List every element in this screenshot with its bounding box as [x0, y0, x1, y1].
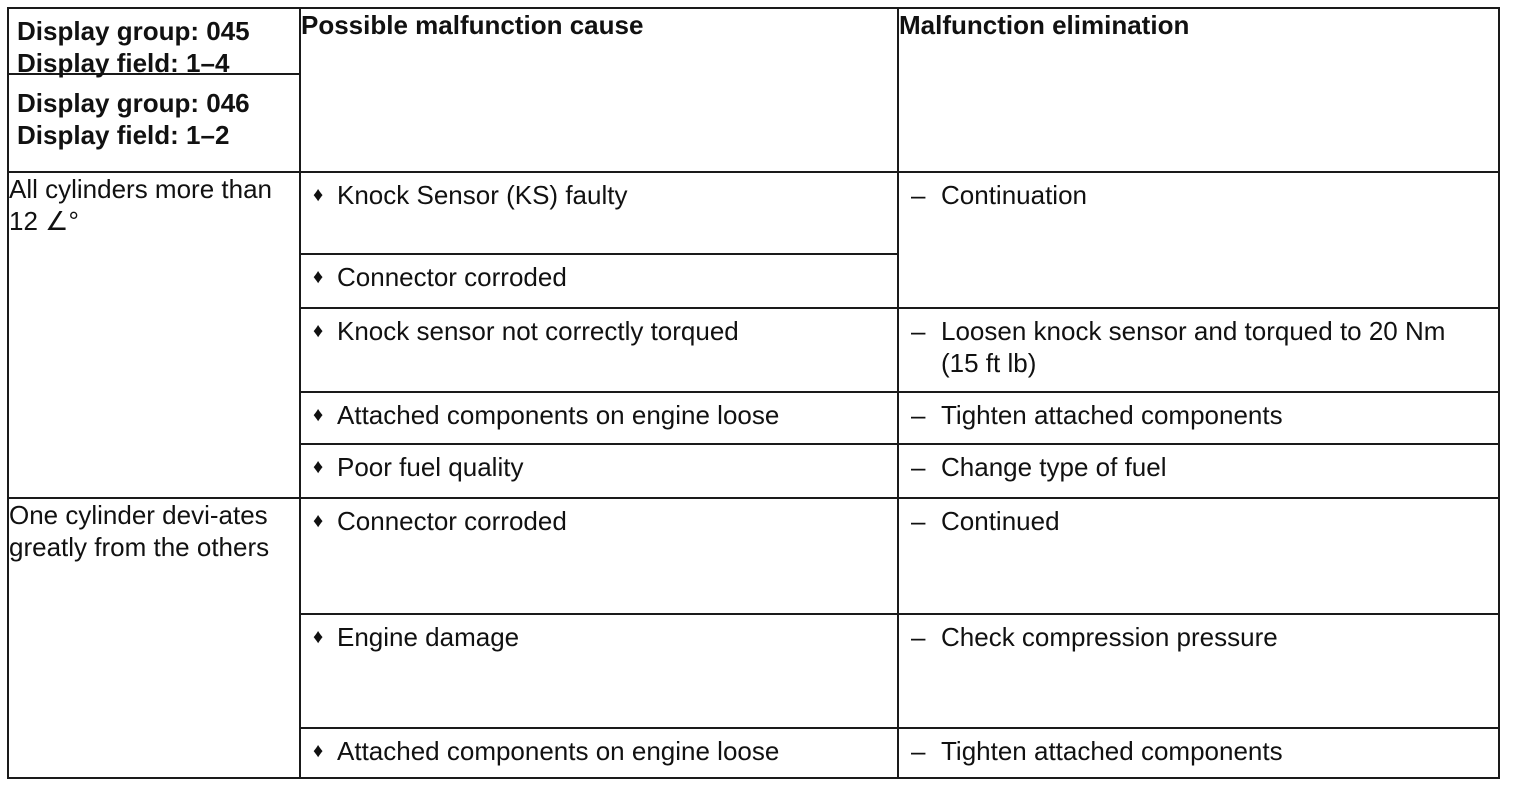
condition-cell: All cylinders more than 12 ∠°	[8, 172, 300, 498]
elimination-text: Continued	[941, 506, 1060, 536]
cause-cell	[300, 172, 898, 254]
elimination-text: Tighten attached components	[941, 736, 1283, 766]
dash-marker: –	[911, 180, 926, 210]
elimination-cell	[898, 498, 1499, 614]
display-group-label: Display group: 045	[17, 16, 250, 46]
cause-text: Attached components on engine loose	[337, 400, 780, 430]
elimination-text: Continuation	[941, 180, 1087, 210]
dash-marker: –	[911, 506, 926, 536]
elimination-text: Tighten attached components	[941, 400, 1283, 430]
header-row	[8, 8, 1499, 172]
cause-column-header: Possible malfunction cause	[300, 8, 898, 172]
cause-text: Knock sensor not correctly torqued	[337, 316, 739, 346]
cause-cell	[300, 498, 898, 614]
malfunction-table	[7, 7, 1500, 779]
elimination-cell	[898, 614, 1499, 728]
cause-text: Engine damage	[337, 622, 520, 652]
dash-marker: –	[911, 452, 926, 482]
elimination-cell	[898, 444, 1499, 498]
diamond-bullet-icon: ♦	[313, 456, 324, 478]
cause-text: Attached components on engine loose	[337, 736, 780, 766]
elimination-cell	[898, 172, 1499, 308]
diamond-bullet-icon: ♦	[313, 510, 324, 532]
cause-cell	[300, 614, 898, 728]
display-field-label: Display field: 1–4	[17, 48, 230, 78]
diamond-bullet-icon: ♦	[313, 266, 324, 288]
elimination-cell	[898, 308, 1499, 392]
display-group-cell	[8, 8, 300, 172]
elimination-cell	[898, 728, 1499, 778]
display-group-046	[9, 75, 299, 159]
cause-text: Connector corroded	[337, 262, 567, 292]
diamond-bullet-icon: ♦	[313, 404, 324, 426]
elimination-text: Change type of fuel	[941, 452, 1167, 482]
elimination-cell	[898, 392, 1499, 444]
cause-cell	[300, 254, 898, 308]
diamond-bullet-icon: ♦	[313, 626, 324, 648]
display-group-label: Display group: 046	[17, 88, 250, 118]
diamond-bullet-icon: ♦	[313, 740, 324, 762]
cause-cell	[300, 444, 898, 498]
table-row	[8, 172, 1499, 254]
diamond-bullet-icon: ♦	[313, 320, 324, 342]
cause-cell	[300, 392, 898, 444]
cause-cell	[300, 728, 898, 778]
cause-text: Poor fuel quality	[337, 452, 524, 482]
elimination-text: Loosen knock sensor and torqued to 20 Nm (15 ft lb)	[941, 316, 1446, 378]
dash-marker: –	[911, 736, 926, 766]
cause-cell	[300, 308, 898, 392]
diamond-bullet-icon: ♦	[313, 184, 324, 206]
table-row	[8, 498, 1499, 614]
dash-marker: –	[911, 622, 926, 652]
dash-marker: –	[911, 400, 926, 430]
condition-cell: One cylinder devi-ates greatly from the others	[8, 498, 300, 778]
elimination-column-header: Malfunction elimination	[898, 8, 1499, 172]
cause-text: Knock Sensor (KS) faulty	[337, 180, 628, 210]
elimination-text: Check compression pressure	[941, 622, 1278, 652]
display-field-label: Display field: 1–2	[17, 120, 230, 150]
cause-text: Connector corroded	[337, 506, 567, 536]
display-group-045	[9, 9, 299, 78]
dash-marker: –	[911, 316, 926, 346]
